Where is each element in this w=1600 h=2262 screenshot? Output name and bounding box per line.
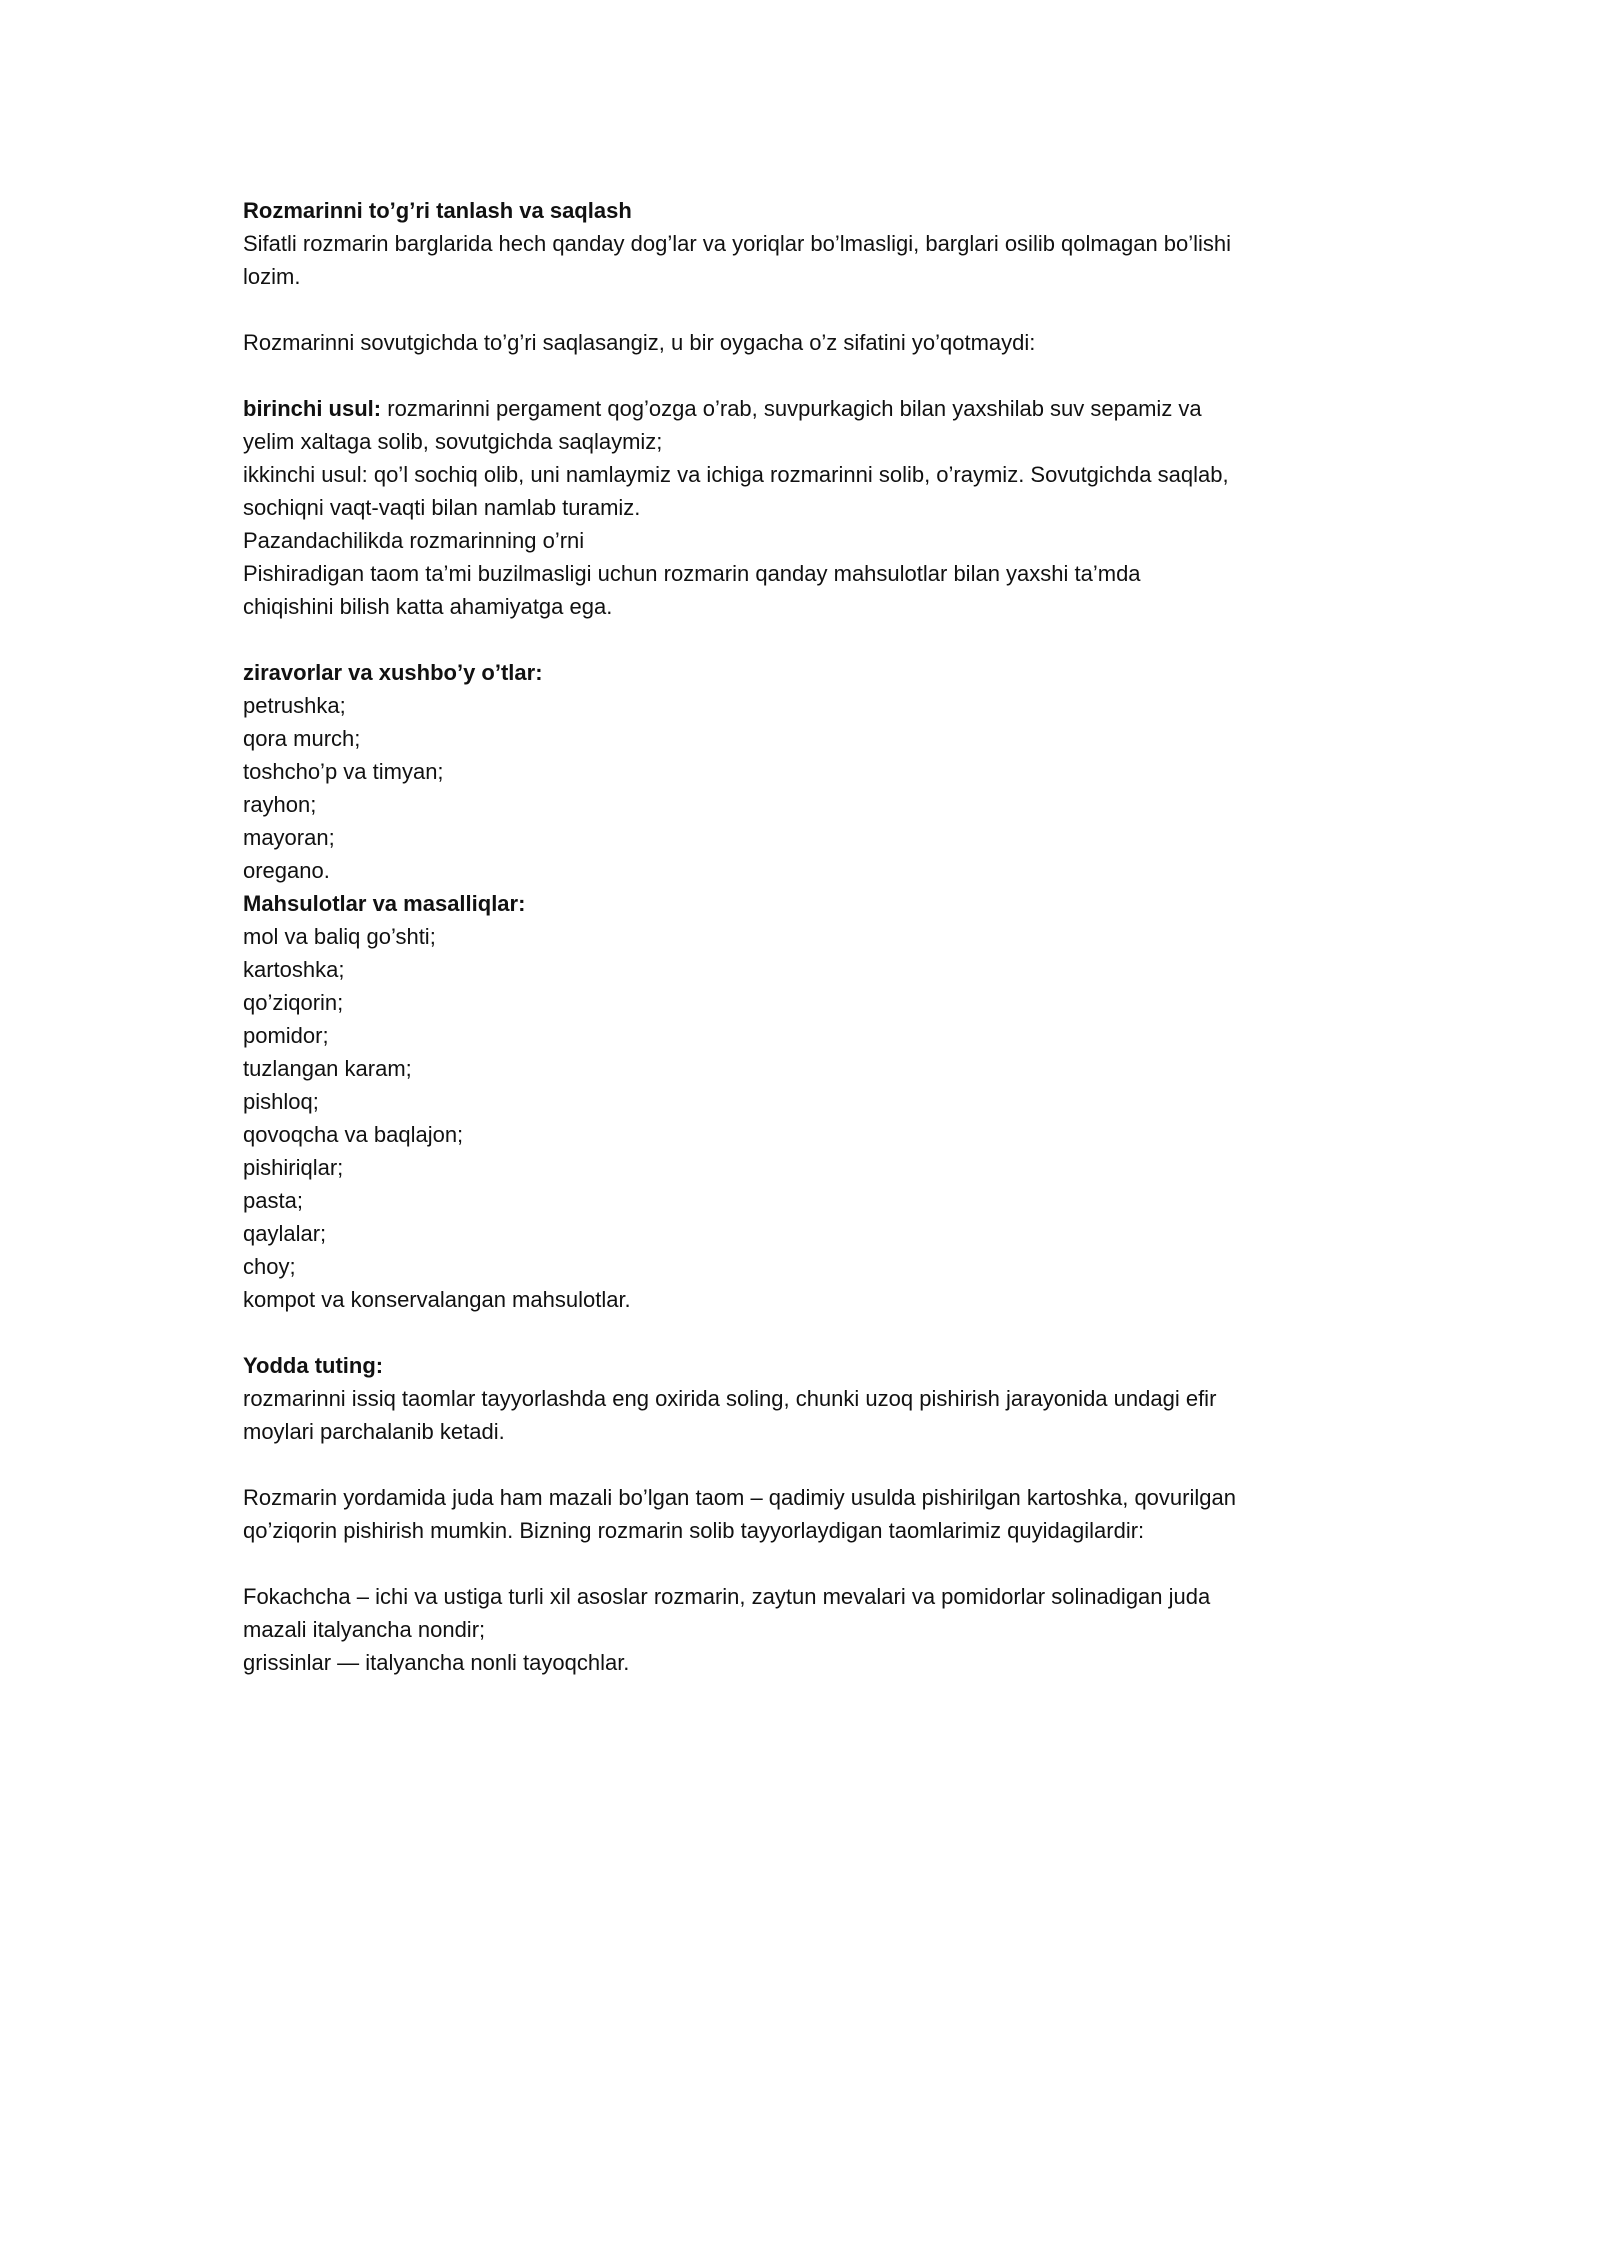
spices-heading: ziravorlar va xushbo’y o’tlar:: [243, 660, 543, 685]
document-title: Rozmarinni to’g’ri tanlash va saqlash: [243, 198, 632, 223]
method1-text: rozmarinni pergament qog’ozga o’rab, suvpurkagich bilan yaxshilab suv sepamiz va: [381, 396, 1202, 421]
list-item: oregano.: [243, 858, 330, 883]
method2-line: ikkinchi usul: qo’l sochiq olib, uni namlaymiz va ichiga rozmarinni solib, o’raymiz. Sovutgichda saqlab,: [243, 462, 1229, 487]
paragraph-gap: [243, 359, 1373, 392]
remember-line: moylari parchalanib ketadi.: [243, 1419, 505, 1444]
list-item: pishloq;: [243, 1089, 319, 1114]
list-item: toshcho’p va timyan;: [243, 759, 444, 784]
dishes-line: mazali italyancha nondir;: [243, 1617, 486, 1642]
cooking-heading: Pazandachilikda rozmarinning o’rni: [243, 528, 585, 553]
paragraph-gap: [243, 1448, 1373, 1481]
dishes-line: Fokachcha – ichi va ustiga turli xil asoslar rozmarin, zaytun mevalari va pomidorlar solinadigan juda: [243, 1584, 1211, 1609]
dishes-intro-line: qo’ziqorin pishirish mumkin. Bizning rozmarin solib tayyorlaydigan taomlarimiz quyidagilardir:: [243, 1518, 1145, 1543]
dishes-intro-line: Rozmarin yordamida juda ham mazali bo’lgan taom – qadimiy usulda pishirilgan kartoshka, qovurilgan: [243, 1485, 1236, 1510]
list-item: mol va baliq go’shti;: [243, 924, 436, 949]
list-item: pishiriqlar;: [243, 1155, 344, 1180]
list-item: qovoqcha va baqlajon;: [243, 1122, 464, 1147]
list-item: kompot va konservalangan mahsulotlar.: [243, 1287, 631, 1312]
method1-label: birinchi usul:: [243, 396, 382, 421]
remember-line: rozmarinni issiq taomlar tayyorlashda eng oxirida soling, chunki uzoq pishirish jarayonida undagi efir: [243, 1386, 1217, 1411]
dishes-line: grissinlar — italyancha nonli tayoqchlar.: [243, 1650, 630, 1675]
list-item: kartoshka;: [243, 957, 345, 982]
products-heading: Mahsulotlar va masalliqlar:: [243, 891, 526, 916]
list-item: mayoran;: [243, 825, 335, 850]
intro-line: lozim.: [243, 264, 301, 289]
list-item: pomidor;: [243, 1023, 329, 1048]
method1-line: [243, 392, 1373, 425]
paragraph-gap: [243, 293, 1373, 326]
intro-line: Sifatli rozmarin barglarida hech qanday dog’lar va yoriqlar bo’lmasligi, barglari osilib qolmagan bo’lishi: [243, 231, 1232, 256]
list-item: rayhon;: [243, 792, 317, 817]
list-item: tuzlangan karam;: [243, 1056, 412, 1081]
paragraph-gap: [243, 623, 1373, 656]
remember-heading: Yodda tuting:: [243, 1353, 384, 1378]
paragraph-gap: [243, 1547, 1373, 1580]
list-item: choy;: [243, 1254, 296, 1279]
list-item: pasta;: [243, 1188, 303, 1213]
document-page: [243, 194, 1373, 1679]
list-item: qo’ziqorin;: [243, 990, 344, 1015]
cooking-line: chiqishini bilish katta ahamiyatga ega.: [243, 594, 613, 619]
paragraph-gap: [243, 1316, 1373, 1349]
method1-line: yelim xaltaga solib, sovutgichda saqlaymiz;: [243, 429, 663, 454]
method2-line: sochiqni vaqt-vaqti bilan namlab turamiz.: [243, 495, 641, 520]
list-item: qora murch;: [243, 726, 361, 751]
cooking-line: Pishiradigan taom ta’mi buzilmasligi uchun rozmarin qanday mahsulotlar bilan yaxshi ta’mda: [243, 561, 1141, 586]
list-item: qaylalar;: [243, 1221, 327, 1246]
storage-intro: Rozmarinni sovutgichda to’g’ri saqlasangiz, u bir oygacha o’z sifatini yo’qotmaydi:: [243, 330, 1036, 355]
list-item: petrushka;: [243, 693, 346, 718]
